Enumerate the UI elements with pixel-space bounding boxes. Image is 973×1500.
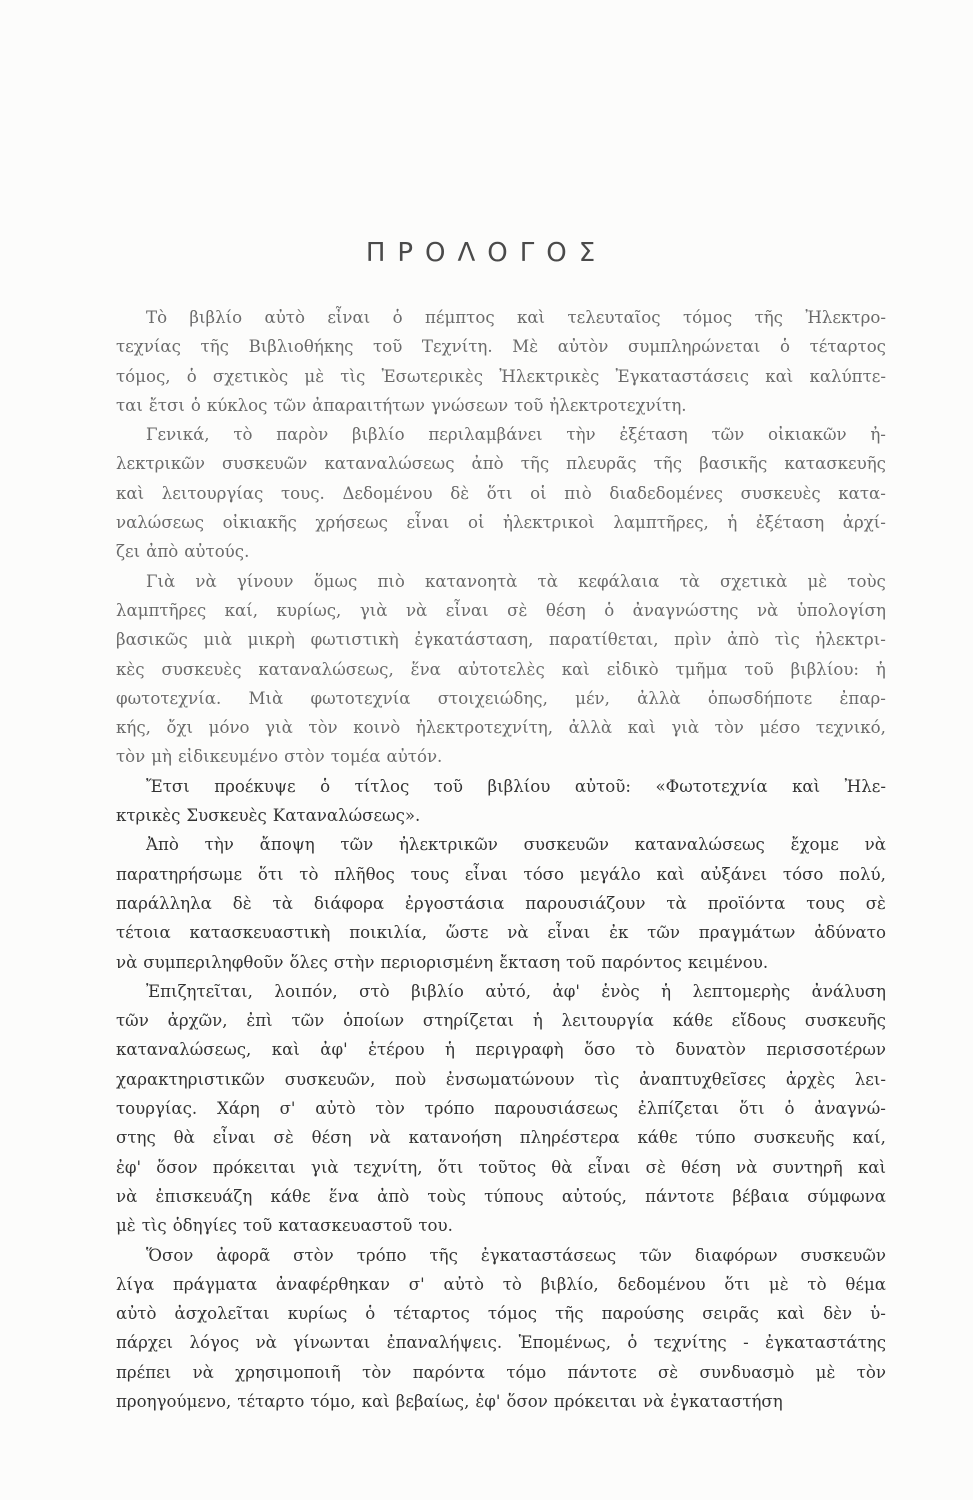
paragraph: [116, 1241, 886, 1417]
paragraph: [116, 420, 886, 566]
text-line: προηγούμενο, τέταρτο τόμο, καὶ βεβαίως, ἐφ' ὅσον πρόκειται νὰ ἐγκαταστήση: [116, 1391, 783, 1411]
text-line: Γιὰ νὰ γίνουν ὅμως πιὸ κατανοητὰ τὰ κεφάλαια τὰ σχετικὰ μὲ τοὺς: [146, 571, 886, 591]
text-line: νὰ συμπεριληφθοῦν ὅλες στὴν περιορισμένη ἔκταση τοῦ παρόντος κειμένου.: [116, 952, 769, 972]
text-line: βασικῶς μιὰ μικρὴ φωτιστικὴ ἐγκατάσταση, παρατίθεται, πρὶν ἀπὸ τὶς ἠλεκτρι-: [116, 630, 886, 650]
text-line: στης θὰ εἶναι σὲ θέση νὰ κατανοήση πληρέστερα κάθε τύπο συσκευῆς καί,: [116, 1128, 886, 1148]
text-line: καταναλώσεως, καὶ ἀφ' ἑτέρου ἡ περιγραφὴ ὅσο τὸ δυνατὸν περισσοτέρων: [116, 1040, 886, 1060]
paragraph: [116, 567, 886, 772]
text-line: νὰ ἐπισκευάζη κάθε ἕνα ἀπὸ τοὺς τύπους αὐτούς, πάντοτε βέβαια σύμφωνα: [116, 1186, 886, 1206]
text-line: μὲ τὶς ὁδηγίες τοῦ κατασκευαστοῦ του.: [116, 1216, 453, 1236]
page-title: ΠΡΟΛΟΓΟΣ: [365, 238, 608, 268]
text-line: λαμπτῆρες καί, κυρίως, γιὰ νὰ εἶναι σὲ θέση ὁ ἀναγνώστης νὰ ὑπολογίση: [116, 600, 886, 620]
preface-body: [116, 303, 886, 1416]
paragraph: [116, 977, 886, 1241]
text-line: φωτοτεχνία. Μιὰ φωτοτεχνία στοιχειώδης, μέν, ἀλλὰ ὁπωσδήποτε ἐπαρ-: [116, 688, 886, 708]
text-line: ναλώσεως οἰκιακῆς χρήσεως εἶναι οἱ ἠλεκτρικοὶ λαμπτῆρες, ἡ ἐξέταση ἀρχί-: [116, 513, 886, 533]
text-line: ται ἔτσι ὁ κύκλος τῶν ἀπαραιτήτων γνώσεων τοῦ ἠλεκτροτεχνίτη.: [116, 395, 687, 415]
text-line: τὸν μὴ εἰδικευμένο στὸν τομέα αὐτόν.: [116, 747, 443, 767]
text-line: κής, ὄχι μόνο γιὰ τὸν κοινὸ ἠλεκτροτεχνίτη, ἀλλὰ καὶ γιὰ τὸν μέσο τεχνικό,: [116, 718, 886, 738]
text-line: ζει ἀπὸ αὐτούς.: [116, 542, 250, 562]
text-line: Γενικά, τὸ παρὸν βιβλίο περιλαμβάνει τὴν ἐξέταση τῶν οἰκιακῶν ἠ-: [146, 425, 886, 445]
text-line: χαρακτηριστικῶν συσκευῶν, ποὺ ἐνσωματώνουν τὶς ἀναπτυχθεῖσες ἀρχὲς λει-: [116, 1069, 886, 1089]
text-line: τῶν ἀρχῶν, ἐπὶ τῶν ὁποίων στηρίζεται ἡ λειτουργία κάθε εἴδους συσκευῆς: [116, 1011, 886, 1031]
text-line: παράλληλα δὲ τὰ διάφορα ἐργοστάσια παρουσιάζουν τὰ προϊόντα τους σὲ: [116, 893, 886, 913]
text-line: πάρχει λόγος νὰ γίνωνται ἐπαναλήψεις. Ἑπομένως, ὁ τεχνίτης - ἐγκαταστάτης: [116, 1333, 886, 1353]
text-line: τουργίας. Χάρη σ' αὐτὸ τὸν τρόπο παρουσιάσεως ἐλπίζεται ὅτι ὁ ἀναγνώ-: [116, 1099, 886, 1119]
text-line: Τὸ βιβλίο αὐτὸ εἶναι ὁ πέμπτος καὶ τελευταῖος τόμος τῆς Ἠλεκτρο-: [146, 308, 886, 327]
text-line: πρέπει νὰ χρησιμοποιῆ τὸν παρόντα τόμο πάντοτε σὲ συνδυασμὸ μὲ τὸν: [116, 1362, 886, 1382]
text-line: Ἐπιζητεῖται, λοιπόν, στὸ βιβλίο αὐτό, ἀφ' ἑνὸς ἡ λεπτομερὴς ἀνάλυση: [146, 981, 886, 1001]
text-line: λεκτρικῶν συσκευῶν καταναλώσεως ἀπὸ τῆς πλευρᾶς τῆς βασικῆς κατασκευῆς: [116, 454, 886, 474]
paragraph: [116, 772, 886, 831]
text-line: παρατηρήσωμε ὅτι τὸ πλῆθος τους εἶναι τόσο μεγάλο καὶ αὐξάνει τόσο πολύ,: [116, 864, 886, 884]
text-line: Ὅσον ἀφορᾶ στὸν τρόπο τῆς ἐγκαταστάσεως τῶν διαφόρων συσκευῶν: [146, 1245, 886, 1265]
text-line: αὐτὸ ἀσχολεῖται κυρίως ὁ τέταρτος τόμος τῆς παρούσης σειρᾶς καὶ δὲν ὑ-: [116, 1304, 886, 1324]
paragraph: [116, 303, 886, 420]
text-line: τέτοια κατασκευαστικὴ ποικιλία, ὥστε νὰ εἶναι ἐκ τῶν πραγμάτων ἀδύνατο: [116, 923, 886, 943]
text-line: ἐφ' ὅσον πρόκειται γιὰ τεχνίτη, ὅτι τοῦτος θὰ εἶναι σὲ θέση νὰ συντηρῆ καὶ: [116, 1157, 886, 1177]
text-line: καὶ λειτουργίας τους. Δεδομένου δὲ ὅτι οἱ πιὸ διαδεδομένες συσκευὲς κατα-: [116, 483, 886, 503]
text-line: τεχνίας τῆς Βιβλιοθήκης τοῦ Τεχνίτη. Μὲ αὐτὸν συμπληρώνεται ὁ τέταρτος: [116, 337, 886, 357]
text-line: Ἀπὸ τὴν ἄποψη τῶν ἠλεκτρικῶν συσκευῶν καταναλώσεως ἔχομε νὰ: [146, 835, 886, 855]
text-line: τόμος, ὁ σχετικὸς μὲ τὶς Ἐσωτερικὲς Ἠλεκτρικὲς Ἐγκαταστάσεις καὶ καλύπτε-: [116, 366, 886, 386]
paragraph: [116, 830, 886, 976]
text-line: κὲς συσκευὲς καταναλώσεως, ἕνα αὐτοτελὲς καὶ εἰδικὸ τμῆμα τοῦ βιβλίου: ἡ: [116, 659, 886, 679]
text-line: Ἔτσι προέκυψε ὁ τίτλος τοῦ βιβλίου αὐτοῦ: «Φωτοτεχνία καὶ Ἠλε-: [146, 776, 886, 796]
text-line: κτρικὲς Συσκευὲς Καταναλώσεως».: [116, 806, 421, 826]
text-line: λίγα πράγματα ἀναφέρθηκαν σ' αὐτὸ τὸ βιβλίο, δεδομένου ὅτι μὲ τὸ θέμα: [116, 1274, 886, 1294]
